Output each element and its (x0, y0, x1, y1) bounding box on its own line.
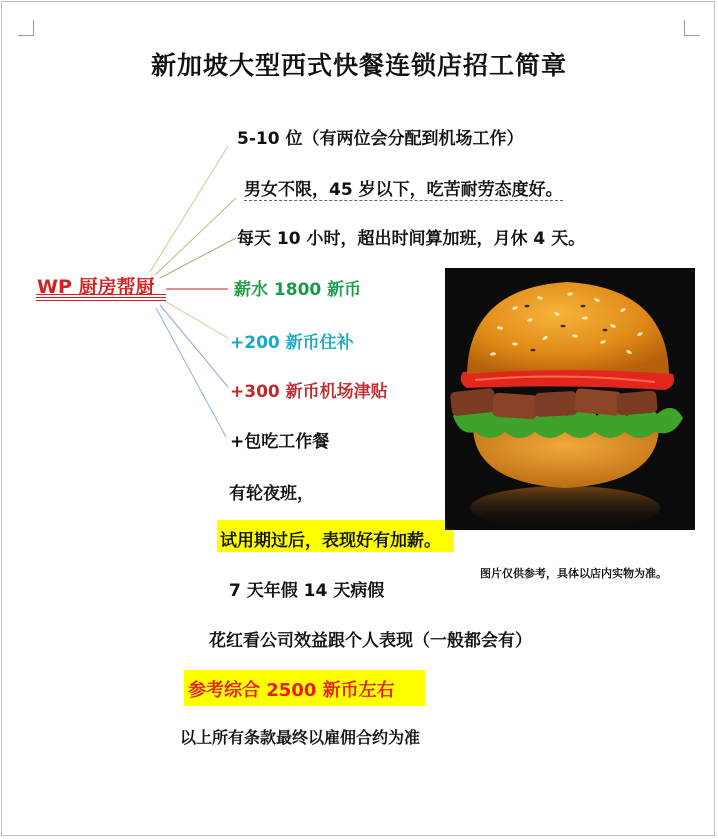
position-label: WP 厨房帮厨 (37, 276, 155, 298)
housing-allowance-line: +200 新币住补 (230, 333, 354, 353)
page-title: 新加坡大型西式快餐连锁店招工简章 (150, 51, 567, 80)
position-label-underline-3 (36, 300, 166, 301)
hours-line: 每天 10 小时，超出时间算加班，月休 4 天。 (237, 229, 586, 249)
bonus-line: 花红看公司效益跟个人表现（一般都会有） (209, 631, 532, 651)
requirement-text: 男女不限，45 岁以下，吃苦耐劳态度好。 (244, 180, 563, 200)
position-label-underline-1 (36, 294, 166, 295)
airport-allowance-line: +300 新币机场津贴 (230, 382, 388, 402)
leave-line: 7 天年假 14 天病假 (229, 581, 385, 601)
night-shift-line: 有轮夜班， (229, 484, 314, 504)
salary-line: 薪水 1800 新币 (234, 280, 362, 300)
position-label-underline-2 (36, 297, 166, 298)
headcount-line: 5-10 位（有两位会分配到机场工作） (237, 129, 524, 149)
probation-line: 试用期过后，表现好有加薪。 (220, 531, 441, 551)
total-pay-line: 参考综合 2500 新币左右 (188, 680, 395, 701)
image-caption: 图片仅供参考，具体以店内实物为准。 (480, 567, 667, 580)
meals-line: +包吃工作餐 (230, 432, 330, 452)
final-terms-line: 以上所有条款最终以雇佣合约为准 (180, 728, 421, 747)
burger-photo (445, 268, 695, 530)
requirement-line (244, 175, 563, 200)
